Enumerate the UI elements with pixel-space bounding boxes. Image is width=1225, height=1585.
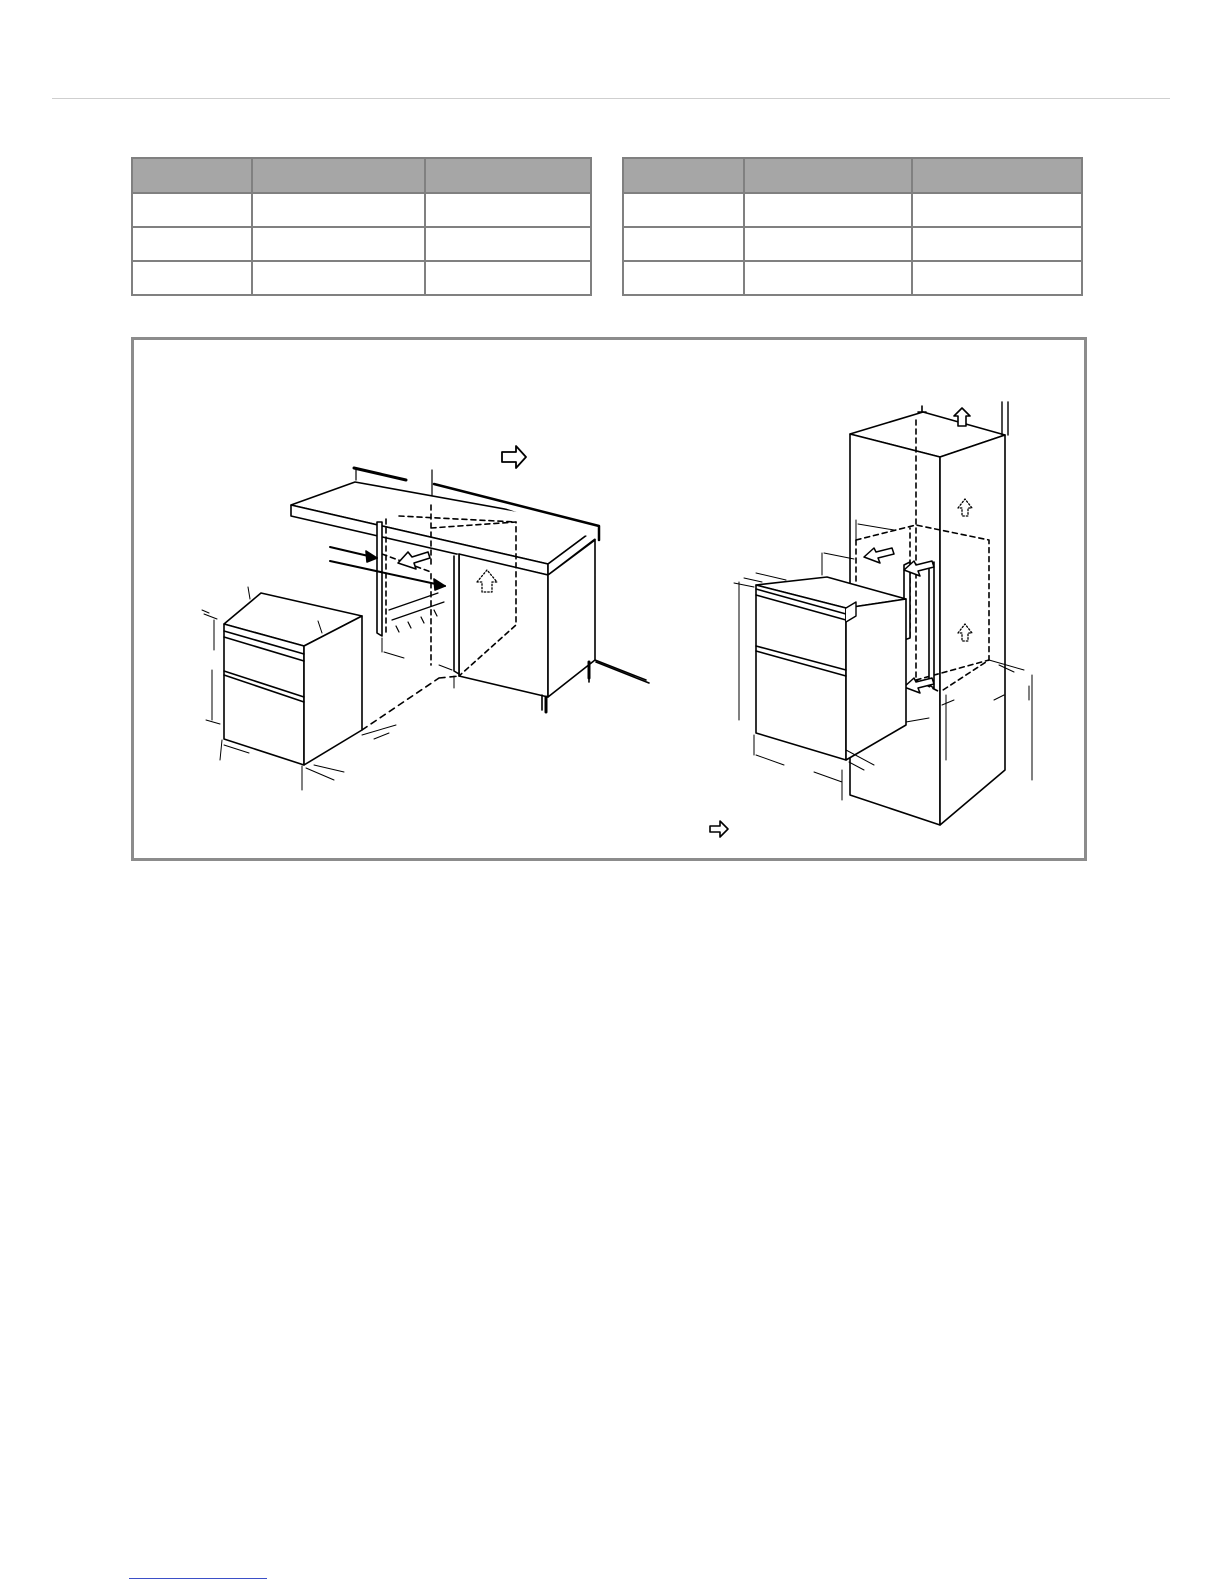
- table-cell: [744, 193, 912, 227]
- table-cell: [132, 193, 252, 227]
- table-row: [623, 261, 1082, 295]
- table-cell: [132, 227, 252, 261]
- outline-arrow-icon: [398, 552, 430, 569]
- table-cell: [623, 227, 744, 261]
- tall-cabinet-drawing: [710, 402, 1032, 837]
- outline-arrow-icon: [710, 821, 728, 837]
- table-cell: [252, 227, 425, 261]
- table-row: [132, 193, 591, 227]
- table-cell: [912, 227, 1082, 261]
- table-cell: [623, 261, 744, 295]
- table-cell: [425, 227, 591, 261]
- support-rail: [389, 593, 444, 632]
- table-cell: [623, 193, 744, 227]
- outline-arrow-icon: [502, 446, 526, 468]
- table-cell: [744, 261, 912, 295]
- table-row: [623, 193, 1082, 227]
- under-counter-drawing: [202, 446, 649, 790]
- table-cell: [252, 261, 425, 295]
- table-header-cell: [252, 158, 425, 193]
- table-row: [132, 227, 591, 261]
- table-header-row: [623, 158, 1082, 193]
- oven-right: [756, 577, 906, 760]
- header-rule: [52, 98, 1170, 99]
- table-header-cell: [132, 158, 252, 193]
- table-cell: [132, 261, 252, 295]
- table-cell: [744, 227, 912, 261]
- spec-table-left: [131, 157, 592, 296]
- table-header-cell: [912, 158, 1082, 193]
- installation-figure-frame: [131, 337, 1087, 861]
- table-cell: [425, 261, 591, 295]
- table-header-row: [132, 158, 591, 193]
- worktop: [291, 482, 599, 575]
- table-header-cell: [623, 158, 744, 193]
- table-cell: [425, 193, 591, 227]
- table-cell: [912, 261, 1082, 295]
- footer-link-underline[interactable]: [129, 1578, 267, 1579]
- table-row: [623, 227, 1082, 261]
- table-header-cell: [744, 158, 912, 193]
- table-cell: [912, 193, 1082, 227]
- installation-diagram: [134, 340, 1084, 858]
- oven-left: [224, 593, 362, 765]
- spec-table-right: [622, 157, 1083, 296]
- table-row: [132, 261, 591, 295]
- table-cell: [252, 193, 425, 227]
- table-header-cell: [425, 158, 591, 193]
